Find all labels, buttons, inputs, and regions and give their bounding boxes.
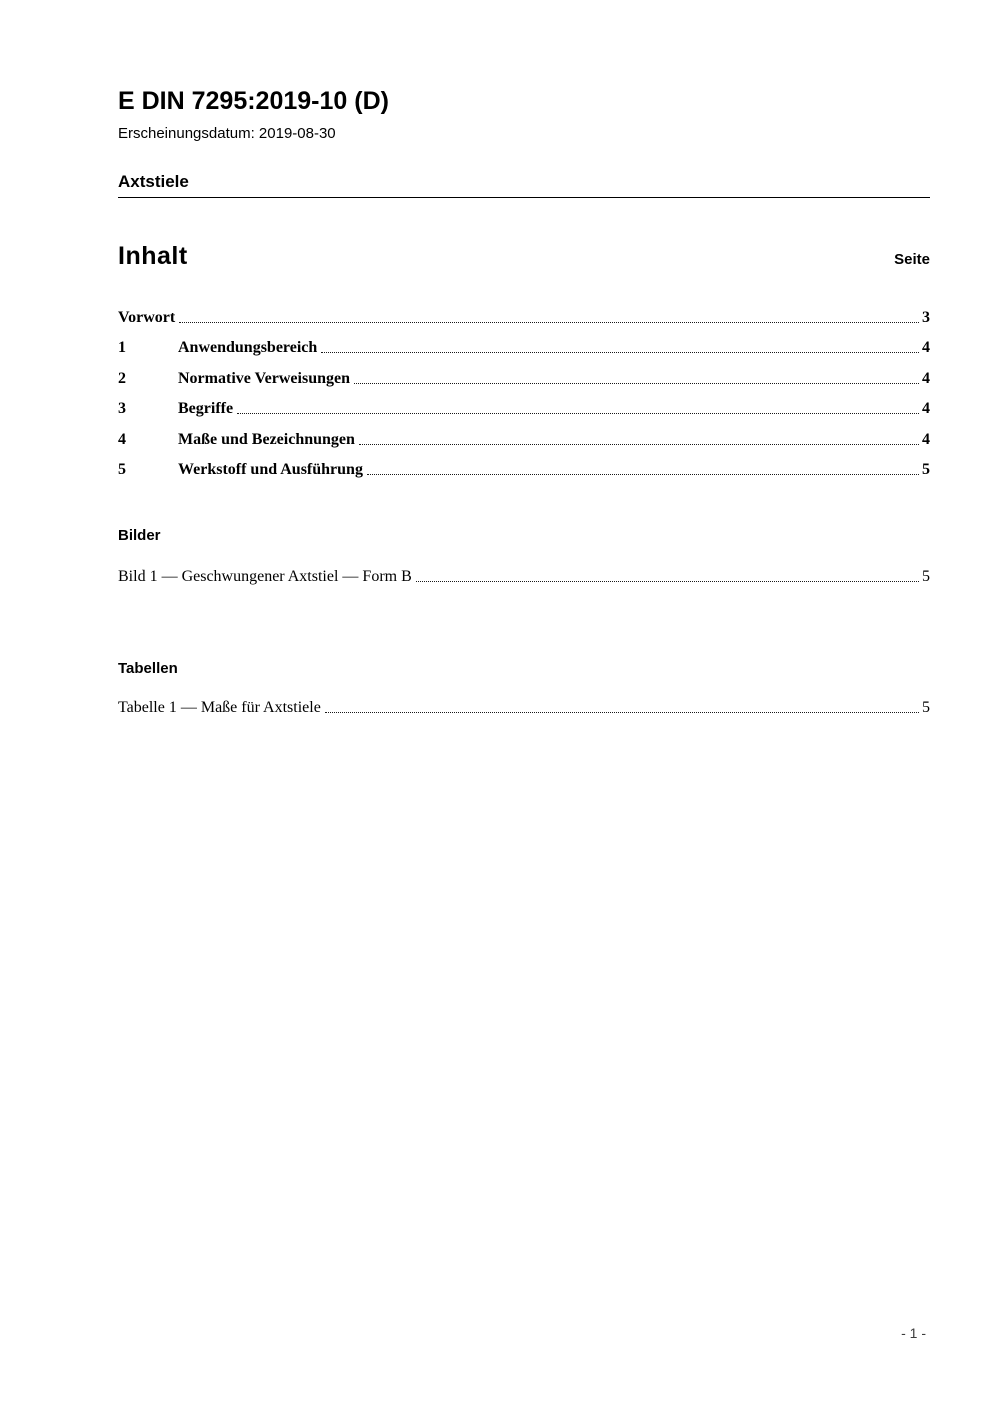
toc-entry-label: Maße und Bezeichnungen [178,430,355,448]
table-entry-label: Tabelle 1 — Maße für Axtstiele [118,699,321,716]
toc-header-row [118,242,930,271]
toc-leader-dots [179,322,919,323]
toc-leader-dots [325,712,919,713]
document-title: Axtstiele [118,172,930,198]
table-of-contents [118,309,930,480]
toc-leader-dots [321,352,919,353]
toc-entry-2 [118,370,930,388]
toc-entry-number: 3 [118,400,126,417]
tables-list [118,699,930,717]
toc-entry-page: 4 [922,339,930,356]
document-code: E DIN 7295:2019-10 (D) [118,87,389,115]
table-entry-page: 5 [922,699,930,716]
toc-entry-page: 4 [922,430,930,448]
toc-entry-label: Begriffe [178,400,234,417]
toc-heading: Inhalt [118,241,188,270]
toc-entry-page: 3 [922,308,930,326]
toc-entry-label: Normative Verweisungen [178,369,350,387]
toc-leader-dots [416,581,919,582]
figure-entry-label: Bild 1 — Geschwungener Axtstiel — Form B [118,568,412,585]
toc-entry-number: 5 [118,461,126,478]
publication-date: Erscheinungsdatum: 2019-08-30 [118,124,336,142]
toc-entry-label: Vorwort [118,308,176,326]
toc-entry-4 [118,431,930,449]
toc-entry-page: 4 [922,369,930,387]
toc-entry-number: 4 [118,430,126,448]
toc-page-column-label: Seite [894,250,930,268]
figure-entry-page: 5 [922,568,930,585]
toc-entry-1 [118,339,930,357]
toc-entry-label: Werkstoff und Ausführung [178,461,363,478]
tables-heading: Tabellen [118,660,178,677]
toc-entry-number: 2 [118,369,126,387]
toc-leader-dots [359,444,919,445]
figures-list [118,568,930,586]
toc-entry-3 [118,400,930,418]
toc-entry-label: Anwendungsbereich [178,339,318,356]
toc-leader-dots [354,383,919,384]
toc-entry-vorwort [118,309,930,327]
toc-leader-dots [237,413,919,414]
footer-page-number: - 1 - [901,1325,926,1341]
toc-entry-page: 5 [922,461,930,478]
toc-entry-page: 4 [922,400,930,417]
toc-entry-5 [118,461,930,479]
figure-entry [118,568,930,586]
toc-leader-dots [367,474,919,475]
toc-entry-number: 1 [118,339,126,356]
figures-heading: Bilder [118,527,161,544]
table-entry [118,699,930,717]
